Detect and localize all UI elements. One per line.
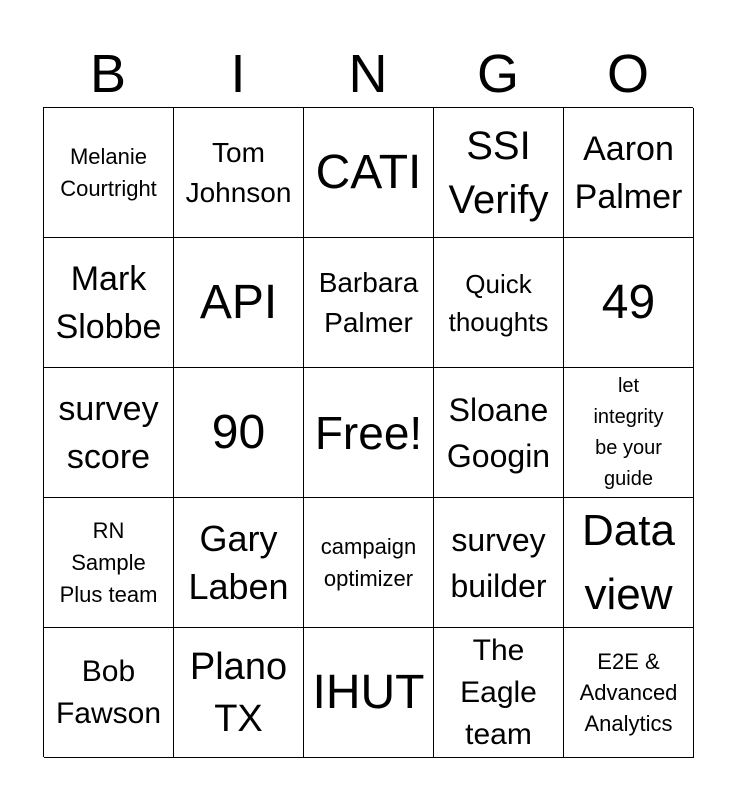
bingo-cell[interactable] — [564, 498, 694, 628]
bingo-cell[interactable] — [304, 628, 434, 758]
cell-text: Barbara Palmer — [318, 266, 419, 338]
cell-text: Data view — [582, 505, 675, 619]
bingo-cell[interactable] — [564, 368, 694, 498]
bingo-header — [43, 40, 693, 108]
cell-text: survey score — [58, 389, 159, 476]
cell-text: Plano TX — [189, 645, 288, 740]
cell-text: campaign optimizer — [320, 533, 417, 591]
bingo-cell[interactable] — [174, 368, 304, 498]
bingo-cell[interactable] — [434, 238, 564, 368]
cell-text: Mark Slobbe — [55, 259, 162, 346]
bingo-cell[interactable] — [174, 628, 304, 758]
header-letter-i: I — [230, 44, 246, 104]
cell-text: API — [199, 275, 278, 329]
cell-text: Gary Laben — [188, 517, 289, 607]
bingo-cell[interactable] — [44, 368, 174, 498]
cell-text: The Eagle team — [460, 633, 537, 751]
bingo-cell[interactable] — [564, 238, 694, 368]
header-letter-g: G — [476, 44, 519, 104]
bingo-board — [43, 107, 693, 757]
bingo-cell[interactable] — [564, 628, 694, 758]
cell-text: let integrity be your guide — [593, 374, 664, 490]
cell-text: Melanie Courtright — [60, 143, 157, 201]
bingo-cell[interactable] — [174, 238, 304, 368]
header-letter-o: O — [606, 44, 649, 104]
bingo-cell[interactable] — [174, 108, 304, 238]
bingo-cell[interactable] — [44, 498, 174, 628]
cell-text: Aaron Palmer — [574, 129, 683, 216]
cell-text: 90 — [211, 405, 266, 459]
cell-text: IHUT — [312, 665, 425, 719]
bingo-cell[interactable] — [564, 108, 694, 238]
cell-text: Tom Johnson — [185, 136, 292, 208]
cell-text: Bob Fawson — [55, 654, 162, 730]
bingo-cell[interactable] — [304, 238, 434, 368]
header-letter-n: N — [348, 44, 388, 104]
bingo-cell[interactable] — [434, 368, 564, 498]
cell-text: SSI Verify — [448, 123, 549, 222]
cell-text: Quick thoughts — [448, 268, 549, 337]
bingo-cell[interactable] — [304, 368, 434, 498]
bingo-cell[interactable] — [304, 498, 434, 628]
cell-text: RN Sample Plus team — [59, 517, 158, 607]
cell-text: Sloane Googin — [446, 391, 551, 474]
cell-text: CATI — [315, 145, 422, 199]
header-letter-b: B — [89, 44, 127, 104]
cell-text: Free! — [314, 406, 423, 459]
bingo-cell[interactable] — [44, 238, 174, 368]
cell-text: 49 — [601, 275, 656, 329]
bingo-cell[interactable] — [44, 628, 174, 758]
cell-text: E2E & Advanced Analytics — [579, 649, 678, 736]
bingo-cell[interactable] — [44, 108, 174, 238]
bingo-cell[interactable] — [174, 498, 304, 628]
bingo-cell[interactable] — [434, 108, 564, 238]
cell-text: survey builder — [450, 521, 547, 604]
bingo-cell[interactable] — [434, 498, 564, 628]
bingo-cell[interactable] — [434, 628, 564, 758]
bingo-cell[interactable] — [304, 108, 434, 238]
